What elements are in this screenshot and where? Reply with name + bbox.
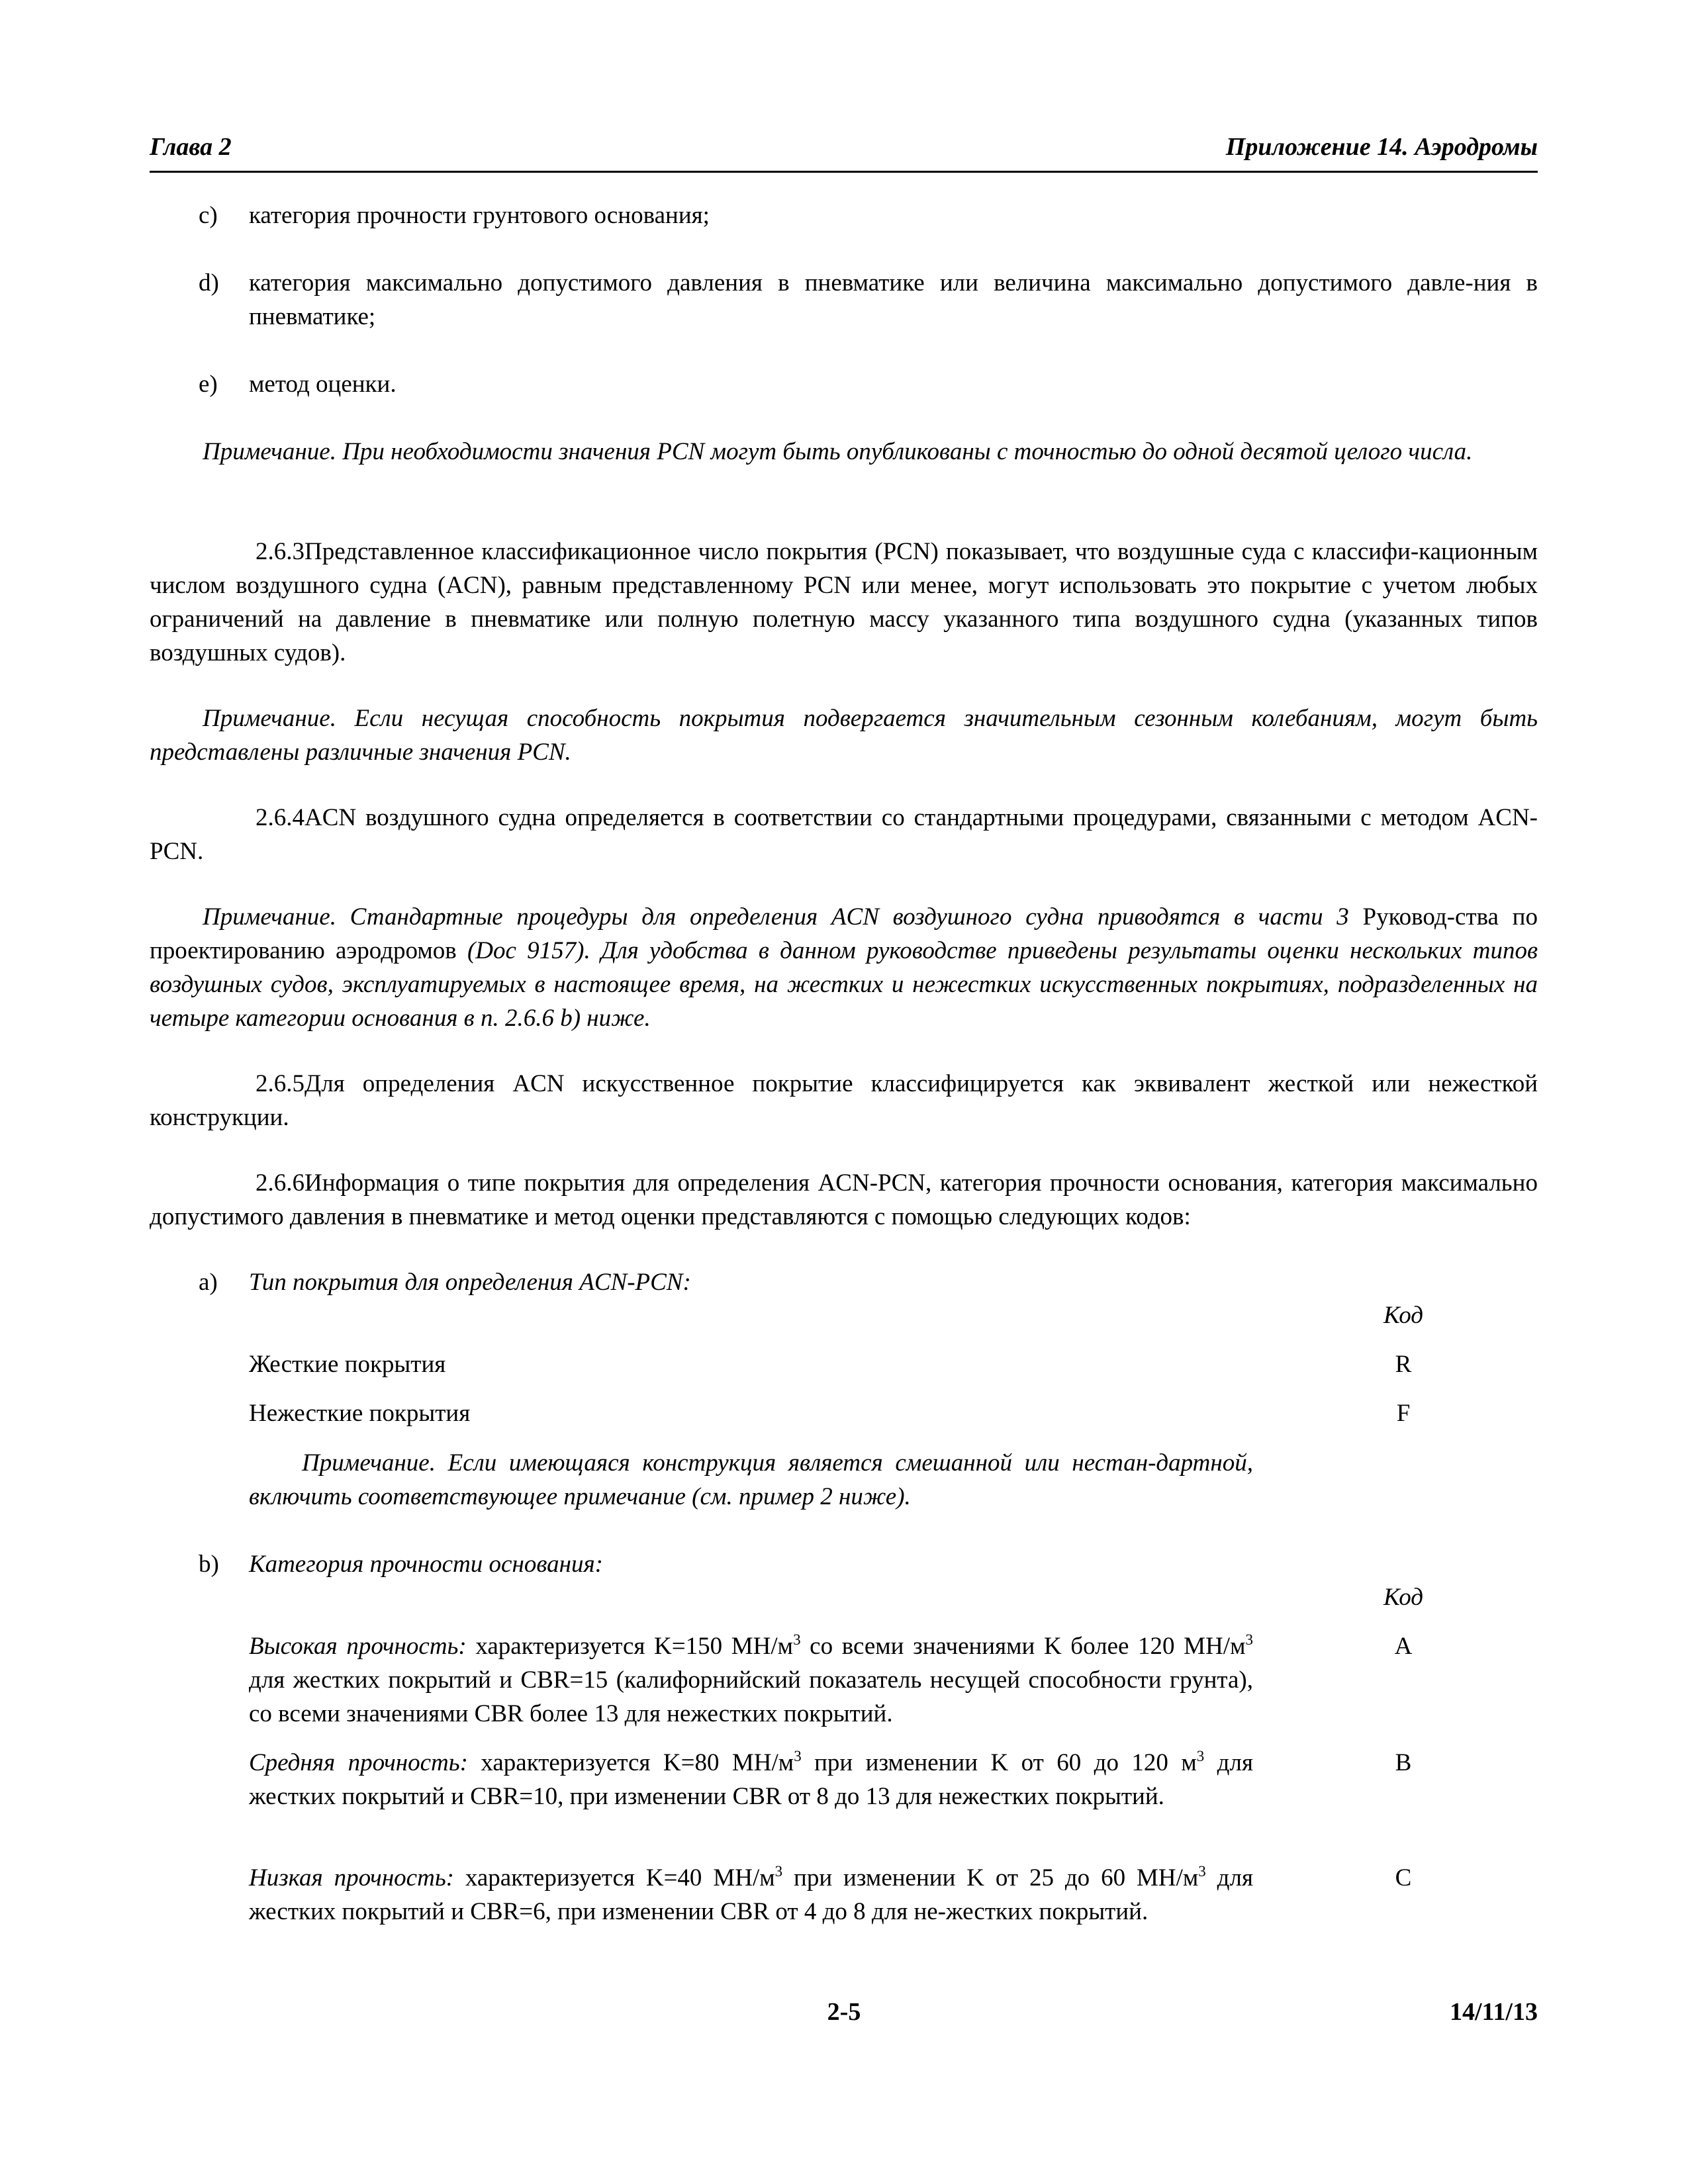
strength-code: A [1394, 1633, 1413, 1660]
paragraph-text: ACN воздушного судна определяется в соответствии со стандартными процедурами, связанными с методом ACN-PCN. [150, 804, 1538, 865]
list-marker: a) [199, 1269, 218, 1296]
annex-header: Приложение 14. Аэродромы [1225, 133, 1538, 161]
strength-label: Высокая прочность: [249, 1633, 467, 1660]
section-title: Тип покрытия для определения ACN-PCN: [249, 1269, 691, 1296]
note-mixed-construction: Примечание. Если имеющаяся конструкция является смешанной или нестан-дартной, включить соответствующее примечание (см. пример 2 ниже). [249, 1449, 1253, 1510]
section-a-heading [150, 1265, 1538, 1299]
paragraph-text: Информация о типе покрытия для определения ACN-PCN, категория прочности основания, категория максимально допустимого давления в пневматике и метод оценки представляются с помощью следующих кодов: [150, 1169, 1538, 1230]
list-item-text: категория прочности грунтового основания; [249, 202, 710, 229]
list-marker: b) [199, 1551, 219, 1578]
paragraph-2-6-6 [150, 1166, 1538, 1234]
section-b-heading [150, 1547, 1538, 1581]
list-item-e [150, 367, 1538, 401]
superscript: 3 [1198, 1863, 1206, 1880]
note-text: Примечание. Стандартные процедуры для определения ACN воздушного судна приводятся в части 3 [203, 903, 1363, 931]
strength-text: для жестких покрытий и CBR=10, при изменении CBR от 8 до 13 для нежестких покрытий. [249, 1749, 1253, 1810]
paragraph-2-6-5 [150, 1067, 1538, 1134]
strength-medium [249, 1746, 1253, 1813]
chapter-header: Глава 2 [150, 133, 232, 161]
strength-low [249, 1861, 1253, 1929]
list-item-text: категория максимально допустимого давления в пневматике или величина максимально допустимого давле-ния в пневматике; [249, 269, 1538, 330]
strength-high [249, 1629, 1253, 1731]
revision-date: 14/11/13 [1449, 1998, 1538, 2026]
strength-text: характеризуется K=150 МН/м [466, 1633, 794, 1660]
paragraph-number: 2.6.6 [256, 1169, 305, 1197]
pavement-type-label: Жесткие покрытия [249, 1351, 446, 1378]
pavement-type-code: R [1395, 1351, 1412, 1378]
strength-code: C [1395, 1864, 1412, 1891]
paragraph-2-6-4 [150, 801, 1538, 868]
strength-text: при изменении K от 60 до 120 м [801, 1749, 1197, 1776]
strength-code: B [1395, 1749, 1412, 1776]
pavement-type-label: Нежесткие покрытия [249, 1400, 471, 1427]
header-rule [150, 171, 1538, 173]
section-title: Категория прочности основания: [249, 1551, 604, 1578]
strength-label: Низкая прочность: [249, 1864, 454, 1891]
list-marker: c) [199, 202, 218, 229]
strength-text: для жестких покрытий и CBR=15 (калифорнийский показатель несущей способности грунта), со всеми значениями CBR более 13 для нежестких покрытий. [249, 1666, 1253, 1727]
note-acn-procedures [150, 900, 1538, 1035]
strength-text: при изменении K от 25 до 60 МН/м [782, 1864, 1199, 1891]
superscript: 3 [794, 1748, 802, 1764]
superscript: 3 [793, 1631, 801, 1648]
list-item-c [150, 199, 1538, 232]
strength-text: со всеми значениями K более 120 МН/м [800, 1633, 1246, 1660]
list-marker: e) [199, 371, 218, 398]
pavement-type-code: F [1396, 1400, 1411, 1427]
strength-text: для жестких покрытий и CBR=6, при изменении CBR от 4 до 8 для не-жестких покрытий. [249, 1864, 1253, 1925]
list-item-d [150, 266, 1538, 334]
paragraph-number: 2.6.5 [256, 1070, 305, 1097]
superscript: 3 [774, 1863, 783, 1880]
strength-label: Средняя прочность: [249, 1749, 468, 1776]
note-text: (Doc 9157). Для удобства в данном руководстве приведены результаты оценки нескольких типов воздушных судов, эксплуатируемых в настоящее время, на жестких и нежестких искусственных покрытиях, подразделенных на четыре категории основания в п. 2.6.6 b) ниже. [150, 937, 1538, 1032]
manual-title: Руковод-ства по проектированию аэродромов [150, 903, 1538, 964]
list-marker: d) [199, 269, 219, 296]
paragraph-number: 2.6.4 [256, 804, 305, 831]
paragraph-text: Представленное классификационное число покрытия (PCN) показывает, что воздушные суда с классифи-кационным числом воздушного судна (ACN), равным представленному PCN или менее, могут использовать это покрытие с учетом любых ограничений на давление в пневматике или полную полетную массу указанного типа воздушного судна (указанных типов воздушных судов). [150, 538, 1538, 666]
code-column-header: Код [1383, 1302, 1423, 1329]
page-number: 2-5 [827, 1998, 861, 2026]
note-pcn-precision: Примечание. При необходимости значения PCN могут быть опубликованы с точностью до одной десятой целого числа. [203, 438, 1473, 465]
code-column-header: Код [1383, 1584, 1423, 1611]
paragraph-text: Для определения ACN искусственное покрытие классифицируется как эквивалент жесткой или нежесткой конструкции. [150, 1070, 1538, 1131]
paragraph-number: 2.6.3 [256, 538, 305, 565]
superscript: 3 [1196, 1748, 1205, 1764]
strength-text: характеризуется K=40 МН/м [453, 1864, 775, 1891]
list-item-text: метод оценки. [249, 371, 397, 398]
strength-text: характеризуется K=80 МН/м [467, 1749, 794, 1776]
note-seasonal-variation: Примечание. Если несущая способность покрытия подвергается значительным сезонным колебаниям, могут быть представлены различные значения PCN. [150, 705, 1538, 766]
paragraph-2-6-3 [150, 535, 1538, 670]
superscript: 3 [1245, 1631, 1253, 1648]
